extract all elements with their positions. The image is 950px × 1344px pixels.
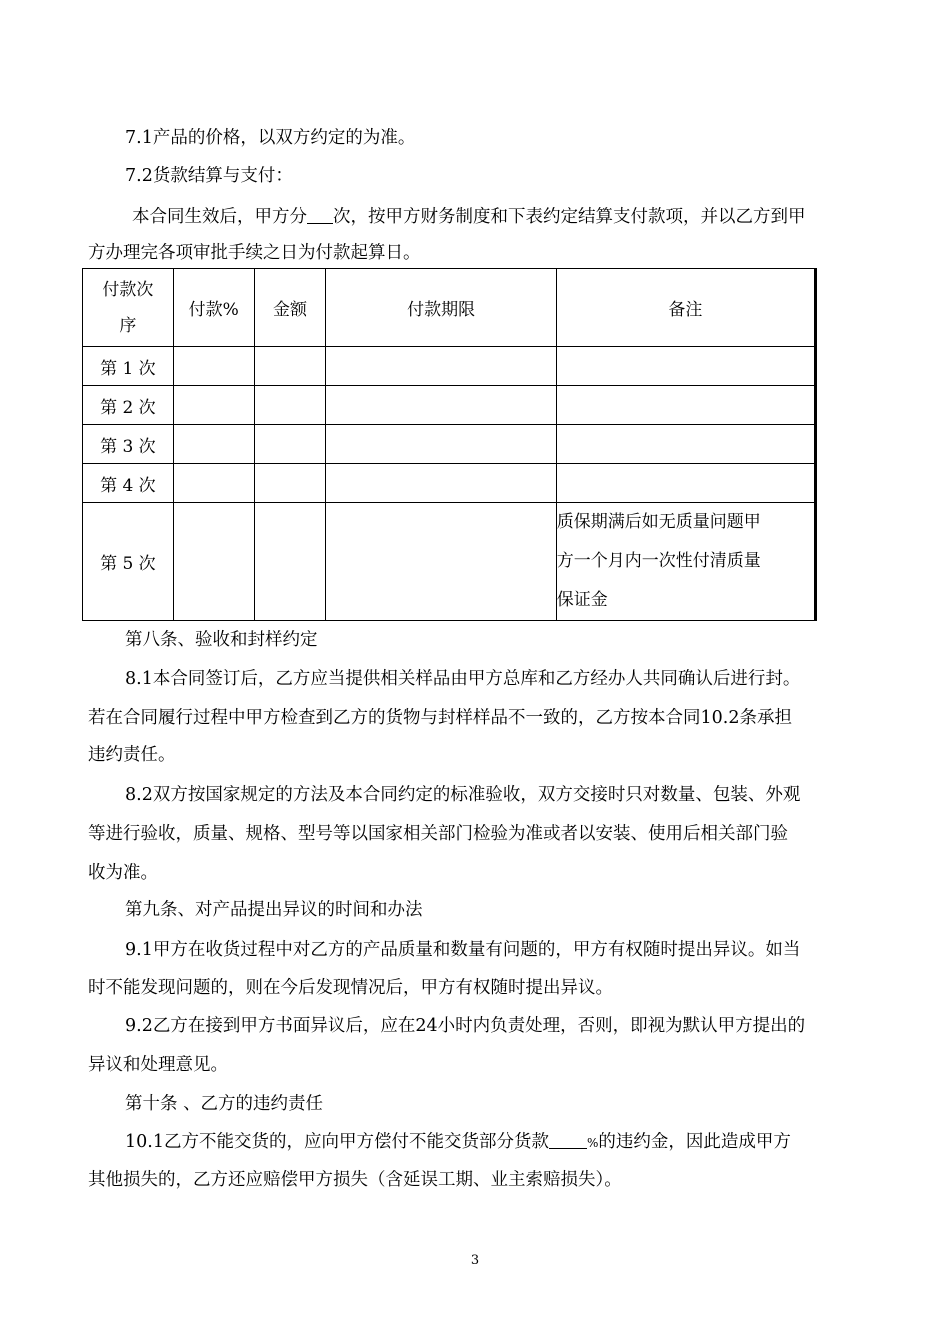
penalty-text-before: 10.1乙方不能交货的，应向甲方偿付不能交货部分货款 xyxy=(125,1132,549,1152)
cell-amount xyxy=(254,464,326,503)
cell-percent xyxy=(173,503,254,621)
table-row xyxy=(83,464,816,503)
table-header-row xyxy=(83,269,816,347)
cell-term xyxy=(326,425,556,464)
page-number: 3 xyxy=(470,1253,480,1268)
cell-amount xyxy=(254,425,326,464)
penalty-text-after: 的违约金，因此造成甲方 xyxy=(598,1132,791,1152)
header-amount: 金额 xyxy=(254,269,326,347)
clause-10-1 xyxy=(88,1130,860,1155)
clause-8-1: 8.1本合同签订后，乙方应当提供相关样品由甲方总库和乙方经办人共同确认后进行封。 xyxy=(125,669,801,689)
table-row xyxy=(83,425,816,464)
clause-8-2-line-2: 等进行验收，质量、规格、型号等以国家相关部门检验为准或者以安装、使用后相关部门验 xyxy=(88,824,788,844)
header-term: 付款期限 xyxy=(326,269,556,347)
cell-term xyxy=(326,503,556,621)
clause-10-1-line-2: 其他损失的，乙方还应赔偿甲方损失（含延误工期、业主索赔损失）。 xyxy=(88,1170,622,1190)
cell-remark xyxy=(556,386,815,425)
penalty-rate-blank xyxy=(549,1130,587,1149)
cell-percent xyxy=(173,464,254,503)
row-seq: 第 5 次 xyxy=(83,503,174,621)
clause-7-2-body xyxy=(88,205,860,229)
clause-9-1-line-2: 时不能发现问题的，则在今后发现情况后，甲方有权随时提出异议。 xyxy=(88,978,613,998)
remark-line: 质保期满后如无质量问题甲 xyxy=(556,512,761,532)
installments-blank xyxy=(307,205,333,224)
cell-amount xyxy=(254,386,326,425)
cell-remark xyxy=(556,347,815,386)
row-seq: 第 1 次 xyxy=(83,347,174,386)
cell-term xyxy=(326,386,556,425)
row-seq: 第 4 次 xyxy=(83,464,174,503)
cell-remark xyxy=(556,425,815,464)
cell-term xyxy=(326,347,556,386)
clause-9-1: 9.1甲方在收货过程中对乙方的产品质量和数量有问题的，甲方有权随时提出异议。如当 xyxy=(125,940,801,960)
header-seq: 付款次 序 xyxy=(83,269,174,347)
header-percent: 付款% xyxy=(173,269,254,347)
clause-8-1-line-3: 违约责任。 xyxy=(88,745,176,765)
row-seq: 第 3 次 xyxy=(83,425,174,464)
article-8-heading: 第八条、验收和封样约定 xyxy=(125,630,318,650)
clause-9-2-line-2: 异议和处理意见。 xyxy=(88,1055,228,1075)
header-remark: 备注 xyxy=(556,269,815,347)
remark-line: 方一个月内一次性付清质量 xyxy=(556,551,761,571)
payment-schedule-table xyxy=(82,268,817,621)
installments-text-before: 本合同生效后，甲方分 xyxy=(132,207,307,227)
clause-8-1-line-2: 若在合同履行过程中甲方检查到乙方的货物与封样样品不一致的，乙方按本合同10.2条承担 xyxy=(88,708,792,728)
remark-line: 保证金 xyxy=(556,590,608,610)
clause-7-2-body-2: 方办理完各项审批手续之日为付款起算日。 xyxy=(88,243,421,263)
clause-9-2: 9.2乙方在接到甲方书面异议后，应在24小时内负责处理，否则，即视为默认甲方提出的 xyxy=(125,1016,806,1036)
cell-remark xyxy=(556,503,815,621)
cell-percent xyxy=(173,347,254,386)
cell-amount xyxy=(254,503,326,621)
table-row xyxy=(83,347,816,386)
installments-text-after: 次，按甲方财务制度和下表约定结算支付款项，并以乙方到甲 xyxy=(333,207,806,227)
article-10-heading: 第十条 、乙方的违约责任 xyxy=(125,1094,324,1114)
cell-remark xyxy=(556,464,815,503)
clause-7-1: 7.1产品的价格，以双方约定的为准。 xyxy=(125,128,416,148)
clause-8-2-line-3: 收为准。 xyxy=(88,863,158,883)
article-9-heading: 第九条、对产品提出异议的时间和办法 xyxy=(125,900,423,920)
clause-8-2: 8.2双方按国家规定的方法及本合同约定的标准验收，双方交接时只对数量、包装、外观 xyxy=(125,785,801,805)
table-row xyxy=(83,503,816,621)
cell-term xyxy=(326,464,556,503)
clause-7-2: 7.2货款结算与支付： xyxy=(125,166,293,186)
cell-percent xyxy=(173,386,254,425)
table-row xyxy=(83,386,816,425)
cell-percent xyxy=(173,425,254,464)
row-seq: 第 2 次 xyxy=(83,386,174,425)
percent-sign: % xyxy=(586,1136,599,1150)
cell-amount xyxy=(254,347,326,386)
